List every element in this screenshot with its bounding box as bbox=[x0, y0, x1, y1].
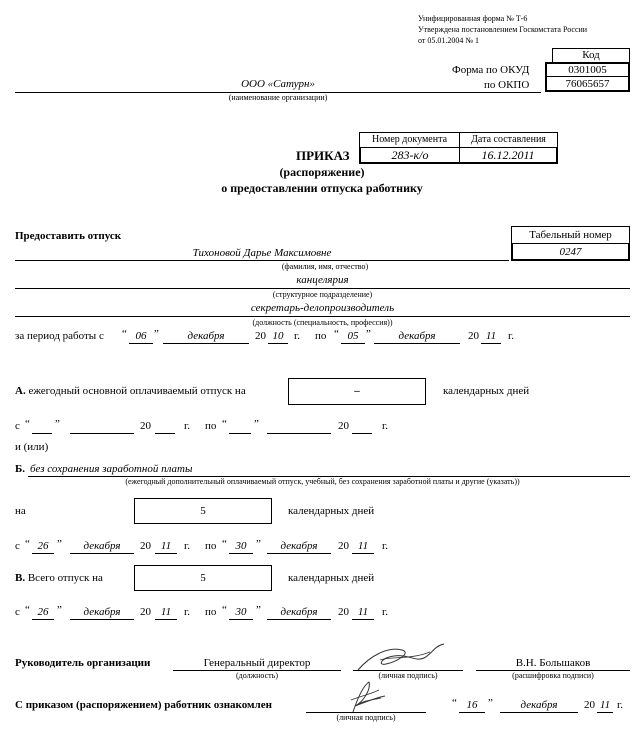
section-v-days-label: календарных дней bbox=[288, 572, 375, 584]
section-v-to-year: 11 bbox=[357, 606, 369, 618]
doc-number-header: Номер документа bbox=[359, 132, 460, 148]
section-b-to-month: декабря bbox=[280, 540, 318, 552]
okud-label: Форма по ОКУД bbox=[452, 64, 530, 76]
section-b-days: 5 bbox=[134, 498, 272, 524]
ack-day: 16 bbox=[466, 699, 478, 711]
year-suffix: г. bbox=[184, 540, 191, 552]
form-approval-date: от 05.01.2004 № 1 bbox=[418, 36, 480, 45]
na-label: на bbox=[15, 505, 26, 517]
section-v-to-month: декабря bbox=[280, 606, 318, 618]
year-prefix: 20 bbox=[338, 606, 349, 618]
order-subtitle: (распоряжение) bbox=[279, 165, 365, 179]
section-b-from-year: 11 bbox=[160, 540, 172, 552]
quote: ” bbox=[55, 418, 60, 430]
quote: ” bbox=[254, 418, 259, 430]
underline bbox=[70, 553, 134, 554]
section-a-from-month bbox=[70, 433, 134, 434]
to-label: по bbox=[315, 330, 327, 342]
underline bbox=[32, 553, 54, 554]
underline bbox=[267, 553, 331, 554]
organization-caption: (наименование организации) bbox=[228, 93, 328, 102]
tab-number-value: 0247 bbox=[511, 243, 630, 261]
okpo-label: по ОКПО bbox=[484, 79, 530, 91]
department: канцелярия bbox=[296, 274, 349, 286]
underline bbox=[229, 553, 253, 554]
underline bbox=[459, 712, 485, 713]
quote: ” bbox=[57, 604, 62, 616]
tab-number-header: Табельный номер bbox=[511, 226, 630, 244]
head-position: Генеральный директор bbox=[203, 657, 311, 669]
department-caption: (структурное подразделение) bbox=[272, 290, 373, 299]
section-b-caption: (ежегодный дополнительный оплачиваемый отпуск, учебный, без сохранения заработной платы и другие (указать)) bbox=[125, 477, 520, 486]
section-b-from-day: 26 bbox=[37, 540, 49, 552]
head-name-caption: (расшифровка подписи) bbox=[512, 671, 594, 680]
year-prefix: 20 bbox=[140, 540, 151, 552]
section-b-to-year: 11 bbox=[357, 540, 369, 552]
ack-month: декабря bbox=[520, 699, 558, 711]
quote: ” bbox=[488, 697, 493, 709]
employee-name: Тихоновой Дарье Максимовне bbox=[192, 247, 332, 259]
okud-value: 0301005 bbox=[545, 62, 630, 77]
year-prefix: 20 bbox=[584, 699, 595, 711]
year-suffix: г. bbox=[184, 420, 191, 432]
section-a-to-day bbox=[229, 433, 251, 434]
form-name: Унифицированная форма № Т-6 bbox=[418, 14, 528, 23]
doc-number-value: 283-к/о bbox=[359, 147, 460, 164]
quote: “ bbox=[25, 418, 30, 430]
quote: ” bbox=[366, 328, 371, 340]
to-label: по bbox=[205, 606, 217, 618]
section-v-from-month: декабря bbox=[83, 606, 121, 618]
underline bbox=[163, 343, 249, 344]
year-prefix: 20 bbox=[255, 330, 266, 342]
section-b-to-day: 30 bbox=[235, 540, 247, 552]
year-suffix: г. bbox=[382, 420, 389, 432]
underline bbox=[70, 619, 134, 620]
order-title: ПРИКАЗ bbox=[296, 148, 350, 163]
underline bbox=[597, 712, 613, 713]
section-b-letter: Б. bbox=[15, 463, 26, 475]
ack-year: 11 bbox=[599, 699, 611, 711]
section-v-label: В. Всего отпуск на bbox=[15, 572, 103, 584]
underline bbox=[374, 343, 460, 344]
quote: “ bbox=[334, 328, 339, 340]
quote: ” bbox=[256, 538, 261, 550]
underline bbox=[481, 343, 501, 344]
to-label: по bbox=[205, 420, 217, 432]
underline bbox=[32, 619, 54, 620]
section-v-from-year: 11 bbox=[160, 606, 172, 618]
position-underline bbox=[15, 316, 630, 317]
quote: ” bbox=[256, 604, 261, 616]
period-from-month: декабря bbox=[187, 330, 225, 342]
section-b-from-month: декабря bbox=[83, 540, 121, 552]
grant-label: Предоставить отпуск bbox=[15, 230, 122, 242]
year-suffix: г. bbox=[382, 540, 389, 552]
form-approval: Утверждена постановлением Госкомстата России bbox=[418, 25, 588, 34]
section-a-days-label: календарных дней bbox=[443, 385, 530, 397]
from-label: с bbox=[15, 420, 20, 432]
to-label: по bbox=[205, 540, 217, 552]
acknowledged-label: С приказом (распоряжением) работник ознакомлен bbox=[15, 699, 272, 711]
head-name: В.Н. Большаков bbox=[515, 657, 591, 669]
section-a-to-month bbox=[267, 433, 331, 434]
underline bbox=[267, 619, 331, 620]
underline bbox=[229, 619, 253, 620]
section-v-to-day: 30 bbox=[235, 606, 247, 618]
period-to-year: 11 bbox=[485, 330, 497, 342]
underline bbox=[155, 553, 177, 554]
section-v-from-day: 26 bbox=[37, 606, 49, 618]
employee-signature-icon bbox=[335, 676, 395, 716]
quote: “ bbox=[222, 604, 227, 616]
year-prefix: 20 bbox=[140, 420, 151, 432]
year-suffix: г. bbox=[508, 330, 515, 342]
year-suffix: г. bbox=[617, 699, 624, 711]
year-suffix: г. bbox=[382, 606, 389, 618]
quote: “ bbox=[25, 604, 30, 616]
quote: “ bbox=[122, 328, 127, 340]
year-prefix: 20 bbox=[468, 330, 479, 342]
position-caption: (должность (специальность, профессия)) bbox=[252, 318, 393, 327]
year-prefix: 20 bbox=[338, 420, 349, 432]
year-suffix: г. bbox=[294, 330, 301, 342]
doc-date-header: Дата составления bbox=[459, 132, 558, 148]
employee-signature-caption: (личная подпись) bbox=[336, 713, 396, 722]
position: секретарь-делопроизводитель bbox=[250, 302, 395, 314]
underline bbox=[155, 619, 177, 620]
employee-name-underline bbox=[15, 260, 509, 261]
section-b-type: без сохранения заработной платы bbox=[30, 463, 193, 475]
period-from-day: 06 bbox=[135, 330, 147, 342]
quote: “ bbox=[452, 697, 457, 709]
organization-name: ООО «Сатурн» bbox=[241, 78, 315, 90]
department-underline bbox=[15, 288, 630, 289]
section-a-from-day bbox=[32, 433, 52, 434]
code-header: Код bbox=[552, 48, 630, 63]
year-prefix: 20 bbox=[140, 606, 151, 618]
okpo-value: 76065657 bbox=[545, 76, 630, 92]
section-a-label: А. ежегодный основной оплачиваемый отпуск на bbox=[15, 385, 246, 397]
year-prefix: 20 bbox=[338, 540, 349, 552]
section-a-to-year bbox=[352, 433, 372, 434]
section-a-from-year bbox=[155, 433, 175, 434]
quote: ” bbox=[57, 538, 62, 550]
doc-date-value: 16.12.2011 bbox=[459, 147, 558, 164]
underline bbox=[352, 553, 374, 554]
quote: “ bbox=[222, 538, 227, 550]
head-position-caption: (должность) bbox=[236, 671, 278, 680]
and-or-label: и (или) bbox=[15, 441, 49, 453]
from-label: с bbox=[15, 540, 20, 552]
underline bbox=[341, 343, 365, 344]
section-b-days-label: календарных дней bbox=[288, 505, 375, 517]
quote: ” bbox=[154, 328, 159, 340]
head-label: Руководитель организации bbox=[15, 657, 151, 669]
underline bbox=[500, 712, 578, 713]
underline bbox=[268, 343, 288, 344]
head-signature-caption: (личная подпись) bbox=[378, 671, 438, 680]
period-from-year: 10 bbox=[272, 330, 284, 342]
year-suffix: г. bbox=[184, 606, 191, 618]
underline bbox=[352, 619, 374, 620]
from-label: с bbox=[15, 606, 20, 618]
order-purpose: о предоставлении отпуска работнику bbox=[221, 181, 423, 195]
period-label: за период работы с bbox=[15, 330, 104, 342]
employee-name-caption: (фамилия, имя, отчество) bbox=[281, 262, 369, 271]
quote: “ bbox=[25, 538, 30, 550]
quote: “ bbox=[222, 418, 227, 430]
underline bbox=[129, 343, 153, 344]
period-to-day: 05 bbox=[347, 330, 359, 342]
period-to-month: декабря bbox=[398, 330, 436, 342]
section-v-days: 5 bbox=[134, 565, 272, 591]
section-a-days: – bbox=[288, 378, 426, 405]
